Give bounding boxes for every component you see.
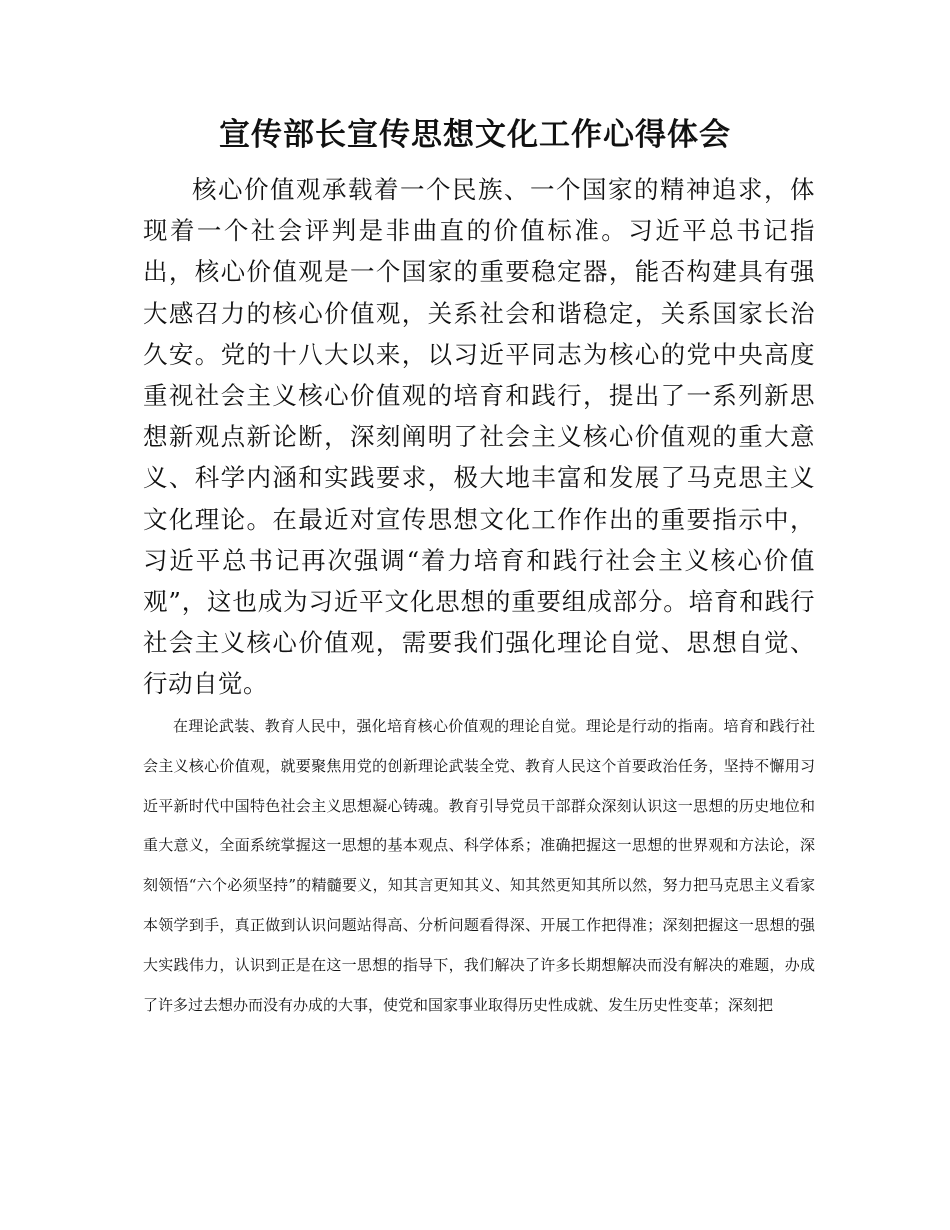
document-title: 宣传部长宣传思想文化工作心得体会 [219, 117, 731, 153]
body-paragraph-theory: 在理论武装、教育人民中，强化培育核心价值观的理论自觉。理论是行动的指南。培育和践行社会主义核心价值观，就要聚焦用党的创新理论武装全党、教育人民这个首要政治任务，坚持不懈用习近平新时代中国特色社会主义思想凝心铸魂。教育引导党员干部群众深刻认识这一思想的历史地位和重大意义，全面系统掌握这一思想的基本观点、科学体系；准确把握这一思想的世界观和方法论，深刻领悟“六个必须坚持”的精髓要义，知其言更知其义、知其然更知其所以然，努力把马克思主义看家本领学到手，真正做到认识问题站得高、分析问题看得深、开展工作把得准；深刻把握这一思想的强大实践伟力，认识到正是在这一思想的指导下，我们解决了许多长期想解决而没有解决的难题，办成了许多过去想办而没有办成的大事，使党和国家事业取得历史性成就、发生历史性变革；深刻把 [143, 717, 815, 1014]
body-paragraph-intro: 核心价值观承载着一个民族、一个国家的精神追求，体现着一个社会评判是非曲直的价值标准。习近平总书记指出，核心价值观是一个国家的重要稳定器，能否构建具有强大感召力的核心价值观，关系社会和谐稳定，关系国家长治久安。党的十八大以来，以习近平同志为核心的党中央高度重视社会主义核心价值观的培育和践行，提出了一系列新思想新观点新论断，深刻阐明了社会主义核心价值观的重大意义、科学内涵和实践要求，极大地丰富和发展了马克思主义文化理论。在最近对宣传思想文化工作作出的重要指示中，习近平总书记再次强调“着力培育和践行社会主义核心价值观”，这也成为习近平文化思想的重要组成部分。培育和践行社会主义核心价值观，需要我们强化理论自觉、思想自觉、行动自觉。 [143, 175, 815, 699]
